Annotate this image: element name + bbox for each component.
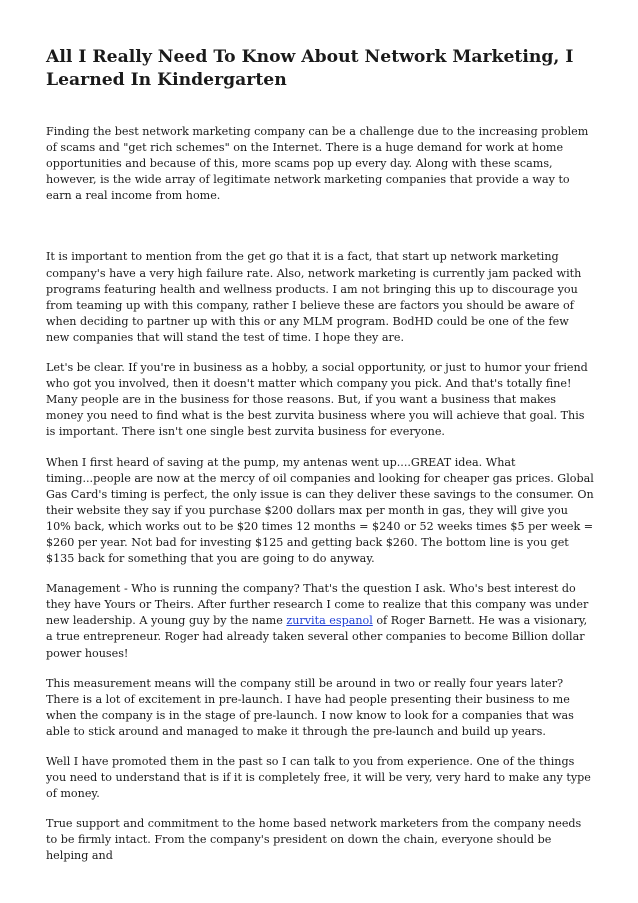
paragraph-management <box>46 581 595 661</box>
management-text-after: of Roger Barnett. He was a visionary, a true entrepreneur. Roger had already taken several other companies to become Billion dollar power houses! <box>46 614 588 660</box>
paragraph-lets-be-clear: Let's be clear. If you're in business as a hobby, a social opportunity, or just to humor your friend who got you involved, then it doesn't matter which company you pick. And that's totally fine! Many people are in the business for those reasons. But, if you want a business that makes money you need to find what is the best zurvita business where you will achieve that goal. This is important. There isn't one single best zurvita business for everyone. <box>46 361 588 439</box>
paragraph-failure-rate: It is important to mention from the get go that it is a fact, that start up network marketing company's have a very high failure rate. Also, network marketing is currently jam packed with programs featuring health and wellness products. I am not bringing this up to discourage you from teaming up with this company, rather I believe these are factors you should be aware of when deciding to partner up with this or any MLM program. BodHD could be one of the few new companies that will stand the test of time. I hope they are. <box>46 250 582 344</box>
paragraph-intro: Finding the best network marketing company can be a challenge due to the increasing problem of scams and "get rich schemes" on the Internet. There is a huge demand for work at home opportunities and because of this, more scams pop up every day. Along with these scams, however, is the wide array of legitimate network marketing companies that provide a way to earn a real income from home. <box>46 125 589 203</box>
paragraph-measurement: This measurement means will the company still be around in two or really four years later? There is a lot of excitement in pre-launch. I have had people presenting their business to me when the company is in the stage of pre-launch. I now know to look for a companies that was able to stick around and managed to make it through the pre-launch and build up years. <box>46 676 574 738</box>
document-page <box>46 46 595 879</box>
management-text-before: Management - Who is running the company? That's the question I ask. Who's best interest do they have Yours or Theirs. After further research I come to realize that this company was under new leadership. A young guy by the name <box>46 582 589 628</box>
document-title: All I Really Need To Know About Network Marketing, I Learned In Kindergarten <box>46 47 574 90</box>
paragraph-experience: Well I have promoted them in the past so I can talk to you from experience. One of the things you need to understand that is if it is completely free, it will be very, very hard to make any type of money. <box>46 755 591 801</box>
paragraph-support: True support and commitment to the home based network marketers from the company needs to be firmly intact. From the company's president on down the chain, everyone should be helping and <box>46 817 582 863</box>
paragraph-gas-card: When I first heard of saving at the pump, my antenas went up....GREAT idea. What timing...people are now at the mercy of oil companies and looking for cheaper gas prices. Global Gas Card's timing is perfect, the only issue is can they deliver these savings to the consumer. On their website they say if you purchase $200 dollars max per month in gas, they will give you 10% back, which works out to be $20 times 12 months = $240 or 52 weeks times $5 per week = $260 per year. Not bad for investing $125 and getting back $260. The bottom line is you get $135 back for something that you are going to do anyway. <box>46 455 594 566</box>
zurvita-espanol-link[interactable]: zurvita espanol <box>286 614 373 628</box>
